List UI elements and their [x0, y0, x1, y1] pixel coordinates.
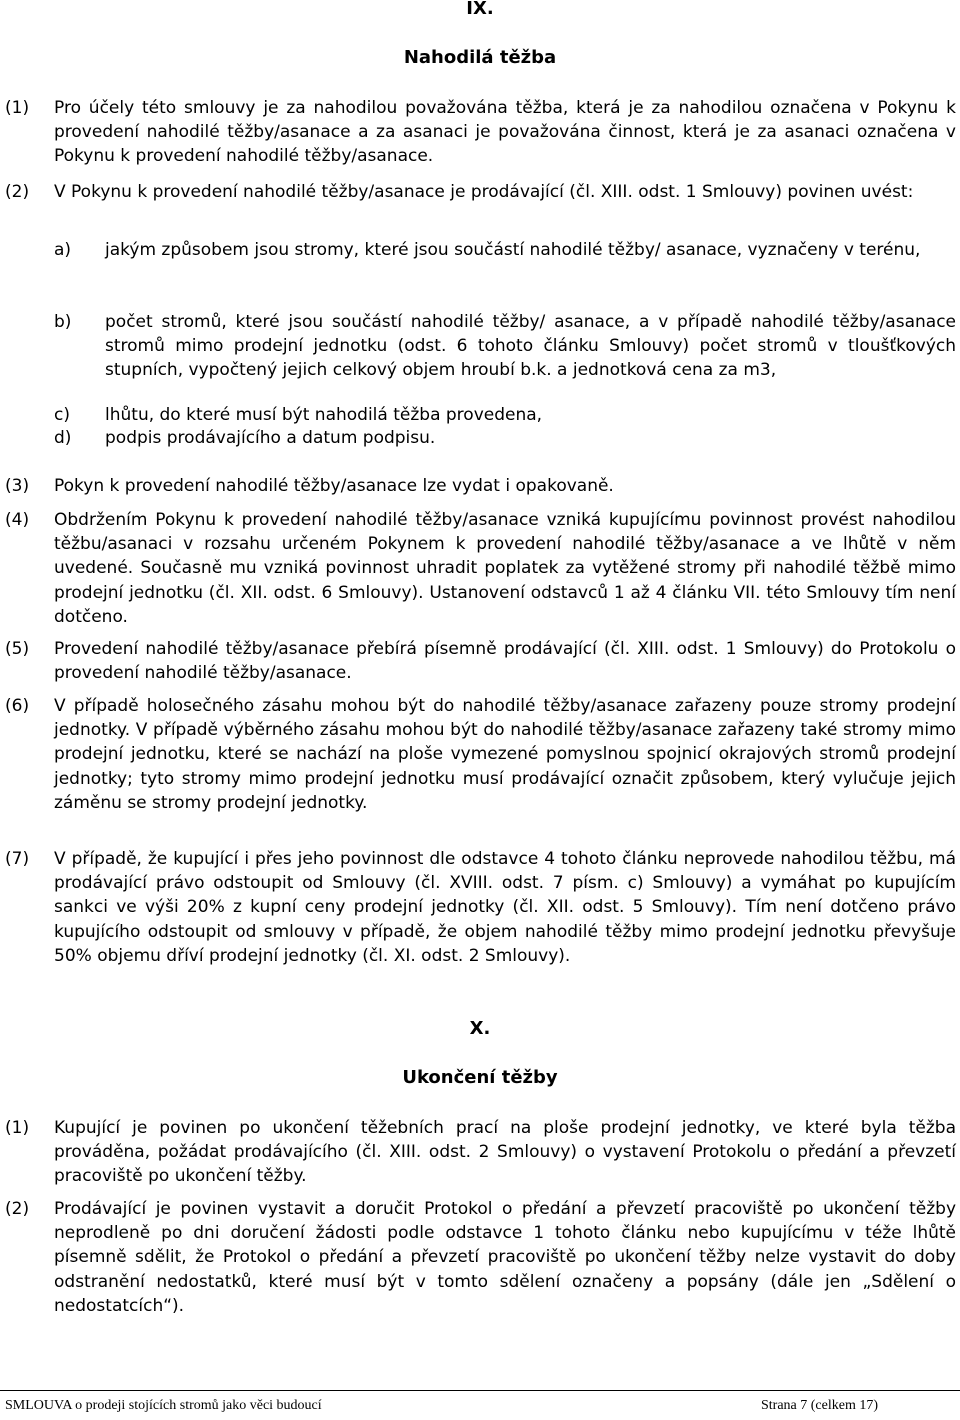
footer-divider: [0, 1390, 960, 1391]
para-x-2-text: Prodávající je povinen vystavit a doručit Protokol o předání a převzetí pracoviště po ukončení těžby neprodleně po dni doručení žádosti podle odstavce 1 tohoto článku nebo kupujícímu v téže lhůtě písemně sdělit, že Protokol o předání a převzetí pracoviště po ukončení těžby nelze vystavit do doby odstranění nedostatků, které musí být v tomto sdělení označeny a popsány (dále jen „Sdělení o nedostatcích“).: [54, 1199, 956, 1316]
para-ix-2-number: (2): [5, 182, 30, 202]
para-ix-3-text: Pokyn k provedení nahodilé těžby/asanace lze vydat i opakovaně.: [54, 476, 614, 496]
footer-page-number: Strana 7 (celkem 17): [760, 1398, 878, 1413]
para-ix-4-number: (4): [5, 510, 30, 530]
item-c-text: lhůtu, do které musí být nahodilá těžba provedena,: [105, 405, 543, 425]
para-x-2-number: (2): [5, 1199, 30, 1219]
para-ix-1-number: (1): [5, 98, 30, 118]
section-x-number: X.: [469, 1018, 491, 1039]
footer-document-title: SMLOUVA o prodeji stojících stromů jako věci budoucí: [5, 1398, 322, 1413]
item-b-letter: b): [54, 312, 72, 332]
item-a-text: jakým způsobem jsou stromy, které jsou součástí nahodilé těžby/ asanace, vyznačeny v terénu,: [105, 240, 921, 260]
para-ix-4-text: Obdržením Pokynu k provedení nahodilé těžby/asanace vzniká kupujícímu povinnost provést nahodilou těžbu/asanaci v rozsahu určeném Pokynem k provedení nahodilé těžby/asanace a ve lhůtě v něm uvedené. Současně mu vzniká povinnost uhradit poplatek za vytěžené stromy při nahodilé těžbě mimo prodejní jednotku (čl. XII. odst. 6 Smlouvy). Ustanovení odstavců 1 až 4 článku VII. této Smlouvy tím není dotčeno.: [54, 510, 956, 627]
para-ix-7-number: (7): [5, 849, 30, 869]
para-ix-6-number: (6): [5, 696, 30, 716]
item-a-letter: a): [54, 240, 72, 260]
para-ix-3-number: (3): [5, 476, 30, 496]
section-x-title: Ukončení těžby: [402, 1067, 558, 1088]
para-ix-5-number: (5): [5, 639, 30, 659]
item-b-text: počet stromů, které jsou součástí nahodilé těžby/ asanace, a v případě nahodilé těžby/asanace stromů mimo prodejní jednotku (odst. 6 tohoto článku Smlouvy) počet stromů v tloušťkových stupních, vypočtený jejich celkový objem hroubí b.k. a jednotková cena za m3,: [105, 312, 956, 381]
para-ix-2-text: V Pokynu k provedení nahodilé těžby/asanace je prodávající (čl. XIII. odst. 1 Smlouvy) povinen uvést:: [54, 182, 914, 202]
section-ix-number: IX.: [466, 0, 494, 19]
section-ix-title: Nahodilá těžba: [403, 47, 557, 68]
para-ix-7-text: V případě, že kupující i přes jeho povinnost dle odstavce 4 tohoto článku neprovede nahodilou těžbu, má prodávající právo odstoupit od Smlouvy (čl. XVIII. odst. 7 písm. c) Smlouvy) a vymáhat po kupujícím sankci ve výši 20% z kupní ceny prodejní jednotky (čl. XII. odst. 5 Smlouvy). Tím není dotčeno právo kupujícího odstoupit od smlouvy v případě, že objem nahodilé těžby mimo prodejní jednotku převyšuje 50% objemu dříví prodejní jednotky (čl. XI. odst. 2 Smlouvy).: [54, 849, 956, 966]
para-ix-5-text: Provedení nahodilé těžby/asanace přebírá písemně prodávající (čl. XIII. odst. 1 Smlouvy) do Protokolu o provedení nahodilé těžby/asanace.: [54, 639, 956, 684]
item-c-letter: c): [54, 405, 70, 425]
item-d-text: podpis prodávajícího a datum podpisu.: [105, 428, 436, 448]
para-x-1-number: (1): [5, 1118, 30, 1138]
para-ix-1-text: Pro účely této smlouvy je za nahodilou považována těžba, která je za nahodilou označena v Pokynu k provedení nahodilé těžby/asanace a za asanaci je považována činnost, která je za asanaci označena v Pokynu k provedení nahodilé těžby/asanace.: [54, 98, 956, 167]
para-ix-6-text: V případě holosečného zásahu mohou být do nahodilé těžby/asanace zařazeny pouze stromy prodejní jednotky. V případě výběrného zásahu mohou být do nahodilé těžby/asanace zařazeny také stromy mimo prodejní jednotku, které se nachází na ploše vymezené pomyslnou spojnicí okrajových stromů prodejní jednotky; tyto stromy mimo prodejní jednotku musí prodávající označit způsobem, který vylučuje jejich záměnu se stromy prodejní jednotky.: [54, 696, 956, 813]
para-x-1-text: Kupující je povinen po ukončení těžebních prací na ploše prodejní jednotky, ve které byla těžba prováděna, požádat prodávajícího (čl. XIII. odst. 2 Smlouvy) o vystavení Protokolu o předání a převzetí pracoviště po ukončení těžby.: [54, 1118, 956, 1187]
item-d-letter: d): [54, 428, 72, 448]
